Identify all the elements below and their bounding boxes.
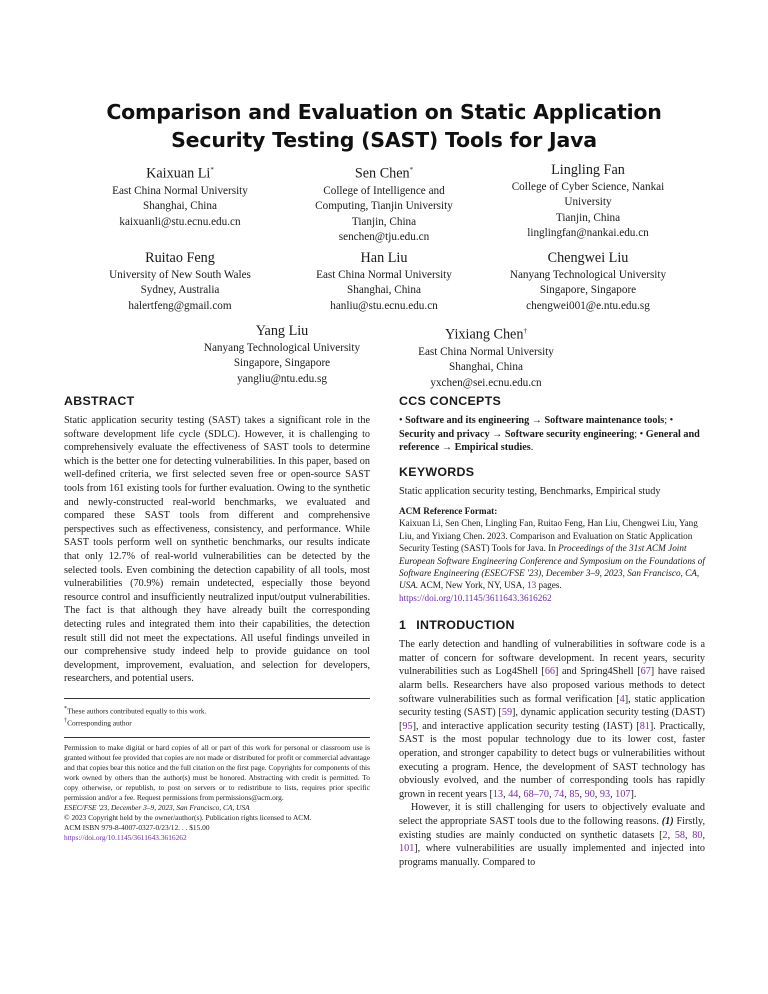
author-block xyxy=(80,249,280,314)
author-name: Yang Liu xyxy=(255,323,309,339)
author-block xyxy=(284,249,484,314)
ccs-item: • Software and its engineering → Software maintenance tools; xyxy=(399,415,668,426)
reference-doi-link[interactable]: https://doi.org/10.1145/3611643.3616262 xyxy=(399,592,552,603)
doi-link[interactable]: https://doi.org/10.1145/3611643.3616262 xyxy=(64,832,187,842)
isbn-line: ACM ISBN 979-8-4007-0327-0/23/12. . . $15.00 xyxy=(64,822,210,832)
introduction-text: The early detection and handling of vulnerabilities in software code is a matter of concern for software development. In recent years, security vulnerabilities such as Log4Shell [66] and Spring4Shell [67] have raised alarm bells. Researchers have also proposed various methods to detect software vulnerabilities such as formal verification [4], static application security testing (SAST) [59], dynamic application security testing (DAST) [95], and interactive application security testing (IAST) [81]. Practically, SAST is the most popular technology due to its lower cost, faster operation, and stronger capability to detect bugs or vulnerabilities without executing a program. Hence, the development of SAST technology has obviously evolved, and the number of corresponding tools has rapidly grown in recent years [13, 44, 68–70, 74, 85, 90, 93, 107]. However, it is still challenging for users to objectively evaluate and select the appropriate SAST tools due to the following reasons. (1) Firstly, existing studies are mainly conducted on synthetic datasets [2, 58, 80, 101], where vulnerabilities are usually implemented and injected into programs manually. Compared to xyxy=(399,639,706,868)
ccs-concepts xyxy=(399,414,705,455)
right-column xyxy=(399,394,705,869)
author-block xyxy=(388,322,584,391)
author-affiliation: East China Normal University xyxy=(316,269,452,281)
author-email: halertfeng@gmail.com xyxy=(128,299,232,312)
author-affiliation: College of Cyber Science, Nankai xyxy=(511,181,665,193)
copyright-line: © 2023 Copyright held by the owner/author(s). Publication rights licensed to ACM. xyxy=(64,812,312,822)
author-location: Shanghai, China xyxy=(449,361,523,374)
author-mark: † xyxy=(523,327,527,335)
keywords-heading: KEYWORDS xyxy=(399,464,475,479)
ccs-heading: CCS CONCEPTS xyxy=(399,394,502,408)
author-email: kaixuanli@stu.ecnu.edu.cn xyxy=(119,215,241,228)
ccs-item: • General and reference → Empirical studies. xyxy=(399,428,700,454)
author-affiliation: College of Intelligence and xyxy=(323,184,445,197)
author-block xyxy=(496,161,680,242)
author-email: senchen@tju.edu.cn xyxy=(338,230,430,243)
author-email: chengwei001@e.ntu.edu.sg xyxy=(526,299,650,312)
permission-block xyxy=(64,737,370,843)
author-affiliation: University of New South Wales xyxy=(109,269,251,281)
author-location: Tianjin, China xyxy=(351,215,417,228)
author-mark: * xyxy=(409,166,414,174)
footnotes xyxy=(64,698,370,729)
author-location: Sydney, Australia xyxy=(140,284,220,297)
author-name: Lingling Fan xyxy=(551,162,625,178)
author-block xyxy=(292,161,476,245)
footnote-mark: † xyxy=(64,718,68,725)
author-affiliation: Nanyang Technological University xyxy=(509,269,667,281)
author-name: Yixiang Chen xyxy=(445,326,524,343)
reference-format-heading: ACM Reference Format: xyxy=(399,506,498,517)
introduction-heading: 1 INTRODUCTION xyxy=(399,618,515,633)
permission-text: Permission to make digital or hard copies of all or part of this work for personal or classroom use is granted without fee provided that copies are not made or distributed for profit or commercial advantage and that copies bear this notice and the full citation on the first page. Copyrights for components of this work owned by others than the author(s) must be honored. Abstracting with credit is permitted. To copy otherwise, or republish, to post on servers or to redistribute to lists, requires prior specific permission and/or a fee. Request permissions from permissions@acm.org. xyxy=(64,742,370,802)
author-location: Singapore, Singapore xyxy=(233,357,331,370)
abstract-text: Static application security testing (SAST) takes a significant role in the software development life cycle (SDLC). However, it is challenging to comprehensively evaluate the effectiveness of SAST tools to determine which is the better one for detecting vulnerabilities. In this paper, based on well-defined criteria, we first selected seven free or open-source SAST tools from 161 existing tools for further evaluation. Owing to the synthetic and newly-constructed real-world benchmarks, we evaluated and compared these SAST tools from different and comprehensive perspectives such as effectiveness, consistency, and performance. While SAST tools perform well on synthetic benchmarks, our results indicate that only 12.7% of real-world vulnerabilities can be detected by the selected tools. Even combining the detection capability of all tools, most vulnerabilities (70.9%) remain undetected, especially those beyond resource control and insufficiently neutralized input/output vulnerabilities. The fact is that although they have already built the corresponding detecting rules and integrated them into their capabilities, the detection result still did not meet the expectations. All useful findings unveiled in our comprehensive study indeed help to provide guidance on tool development, improvement, evaluation, and selection for developers, researchers, and potential users. xyxy=(64,415,370,685)
paper-title: Comparison and Evaluation on Static Application Security Testing (SAST) Tools for Java xyxy=(106,100,662,152)
footnote-corresponding: Corresponding author xyxy=(67,718,132,728)
abstract-heading: ABSTRACT xyxy=(64,394,135,408)
keywords-text: Static application security testing, Benchmarks, Empirical study xyxy=(399,485,661,497)
venue-line: ESEC/FSE '23, December 3–9, 2023, San Francisco, CA, USA xyxy=(64,802,250,812)
reference-format: Kaixuan Li, Sen Chen, Lingling Fan, Ruitao Feng, Han Liu, Chengwei Liu, Yang Liu, and Yixiang Chen. 2023. Comparison and Evaluation on Static Application Security Testing (SAST) Tools for Java. In Proceedings of the 31st ACM Joint European Software Engineering Conference and Symposium on the Foundations of Software Engineering (ESEC/FSE '23), December 3–9, 2023, San Francisco, CA, USA. ACM, New York, NY, USA, 13 pages. https://doi.org/10.1145/3611643.3616262 xyxy=(399,518,705,603)
author-block xyxy=(184,322,380,387)
author-block xyxy=(488,249,688,314)
author-location: Shanghai, China xyxy=(347,284,421,297)
author-affiliation: East China Normal University xyxy=(112,184,248,197)
author-location: Shanghai, China xyxy=(143,200,217,213)
author-name: Sen Chen xyxy=(354,165,410,182)
author-affiliation: East China Normal University xyxy=(418,345,554,358)
author-email: yxchen@sei.ecnu.edu.cn xyxy=(430,376,542,389)
author-affiliation: University xyxy=(564,196,612,209)
author-mark: * xyxy=(210,166,214,174)
author-block xyxy=(88,161,272,230)
footnote-mark: * xyxy=(64,705,68,712)
author-email: linglingfan@nankai.edu.cn xyxy=(527,227,649,240)
author-affiliation: Nanyang Technological University xyxy=(203,342,361,354)
author-name: Kaixuan Li xyxy=(146,165,211,182)
author-name: Chengwei Liu xyxy=(547,250,629,266)
footnote-equal: These authors contributed equally to this work. xyxy=(67,706,207,716)
author-email: hanliu@stu.ecnu.edu.cn xyxy=(330,299,438,312)
author-affiliation: Computing, Tianjin University xyxy=(315,200,453,213)
ccs-item: • Security and privacy → Software security engineering; xyxy=(399,415,674,440)
author-email: yangliu@ntu.edu.sg xyxy=(237,372,327,385)
author-location: Singapore, Singapore xyxy=(539,284,637,297)
left-column xyxy=(64,394,370,843)
author-name: Han Liu xyxy=(360,250,408,266)
author-location: Tianjin, China xyxy=(555,211,621,224)
author-name: Ruitao Feng xyxy=(145,250,215,266)
